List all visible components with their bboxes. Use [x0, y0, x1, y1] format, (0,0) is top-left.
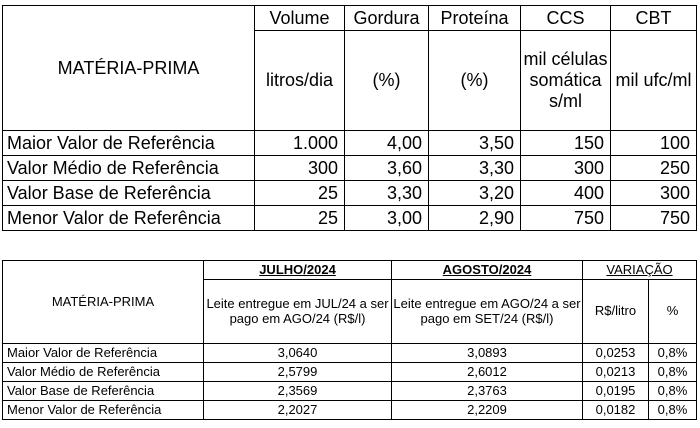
agosto-cell: 2,6012	[392, 363, 583, 382]
proteina-cell: 3,30	[429, 156, 521, 181]
julho-cell: 2,3569	[204, 382, 392, 401]
julho-subheader: Leite entregue em JUL/24 a ser pago em AGO/24 (R$/l)	[204, 280, 392, 344]
table-row	[3, 382, 697, 401]
ccs-cell: 750	[521, 206, 611, 231]
row-label: Valor Base de Referência	[3, 181, 255, 206]
proteina-unit: (%)	[429, 31, 521, 131]
materia-prima-header: MATÉRIA-PRIMA	[3, 6, 255, 131]
variacao-rs-cell: 0,0195	[583, 382, 649, 401]
variacao-rs-cell: 0,0213	[583, 363, 649, 382]
agosto-cell: 3,0893	[392, 344, 583, 363]
row-label: Valor Médio de Referência	[3, 363, 204, 382]
row-label: Valor Médio de Referência	[3, 156, 255, 181]
volume-cell: 25	[255, 181, 345, 206]
table-row	[3, 206, 697, 231]
cbt-header: CBT	[611, 6, 697, 31]
variacao-header: VARIAÇÃO	[583, 261, 697, 280]
gordura-unit: (%)	[345, 31, 429, 131]
variacao-rs-cell: 0,0253	[583, 344, 649, 363]
julho-cell: 2,2027	[204, 401, 392, 420]
cbt-cell: 100	[611, 131, 697, 156]
row-label: Valor Base de Referência	[3, 382, 204, 401]
proteina-cell: 2,90	[429, 206, 521, 231]
variacao-rs-cell: 0,0182	[583, 401, 649, 420]
gordura-cell: 3,00	[345, 206, 429, 231]
gordura-cell: 3,30	[345, 181, 429, 206]
julho-cell: 3,0640	[204, 344, 392, 363]
cbt-cell: 300	[611, 181, 697, 206]
gordura-header: Gordura	[345, 6, 429, 31]
volume-cell: 25	[255, 206, 345, 231]
ccs-cell: 150	[521, 131, 611, 156]
volume-header: Volume	[255, 6, 345, 31]
ccs-cell: 300	[521, 156, 611, 181]
volume-unit: litros/dia	[255, 31, 345, 131]
table-row	[3, 344, 697, 363]
variacao-pct-cell: 0,8%	[649, 344, 697, 363]
pct-header: %	[649, 280, 697, 344]
agosto-cell: 2,3763	[392, 382, 583, 401]
agosto-header: AGOSTO/2024	[392, 261, 583, 280]
ccs-header: CCS	[521, 6, 611, 31]
table-row	[3, 363, 697, 382]
header-row	[3, 261, 697, 280]
row-label: Maior Valor de Referência	[3, 131, 255, 156]
proteina-cell: 3,50	[429, 131, 521, 156]
volume-cell: 300	[255, 156, 345, 181]
agosto-cell: 2,2209	[392, 401, 583, 420]
row-label: Menor Valor de Referência	[3, 401, 204, 420]
reference-values-table	[2, 5, 697, 231]
table-row	[3, 181, 697, 206]
row-label: Menor Valor de Referência	[3, 206, 255, 231]
table-row	[3, 131, 697, 156]
variacao-pct-cell: 0,8%	[649, 363, 697, 382]
gordura-cell: 3,60	[345, 156, 429, 181]
gordura-cell: 4,00	[345, 131, 429, 156]
cbt-unit: mil ufc/ml	[611, 31, 697, 131]
proteina-header: Proteína	[429, 6, 521, 31]
table-row	[3, 401, 697, 420]
variacao-pct-cell: 0,8%	[649, 382, 697, 401]
ccs-unit: mil células somática s/ml	[521, 31, 611, 131]
cbt-cell: 250	[611, 156, 697, 181]
julho-header: JULHO/2024	[204, 261, 392, 280]
rs-litro-header: R$/litro	[583, 280, 649, 344]
materia-prima-header: MATÉRIA-PRIMA	[3, 261, 204, 344]
price-comparison-table	[2, 260, 697, 420]
table-row	[3, 156, 697, 181]
variacao-pct-cell: 0,8%	[649, 401, 697, 420]
proteina-cell: 3,20	[429, 181, 521, 206]
agosto-subheader: Leite entregue em AGO/24 a ser pago em SET/24 (R$/l)	[392, 280, 583, 344]
volume-cell: 1.000	[255, 131, 345, 156]
ccs-cell: 400	[521, 181, 611, 206]
header-row	[3, 6, 697, 31]
cbt-cell: 750	[611, 206, 697, 231]
julho-cell: 2,5799	[204, 363, 392, 382]
row-label: Maior Valor de Referência	[3, 344, 204, 363]
